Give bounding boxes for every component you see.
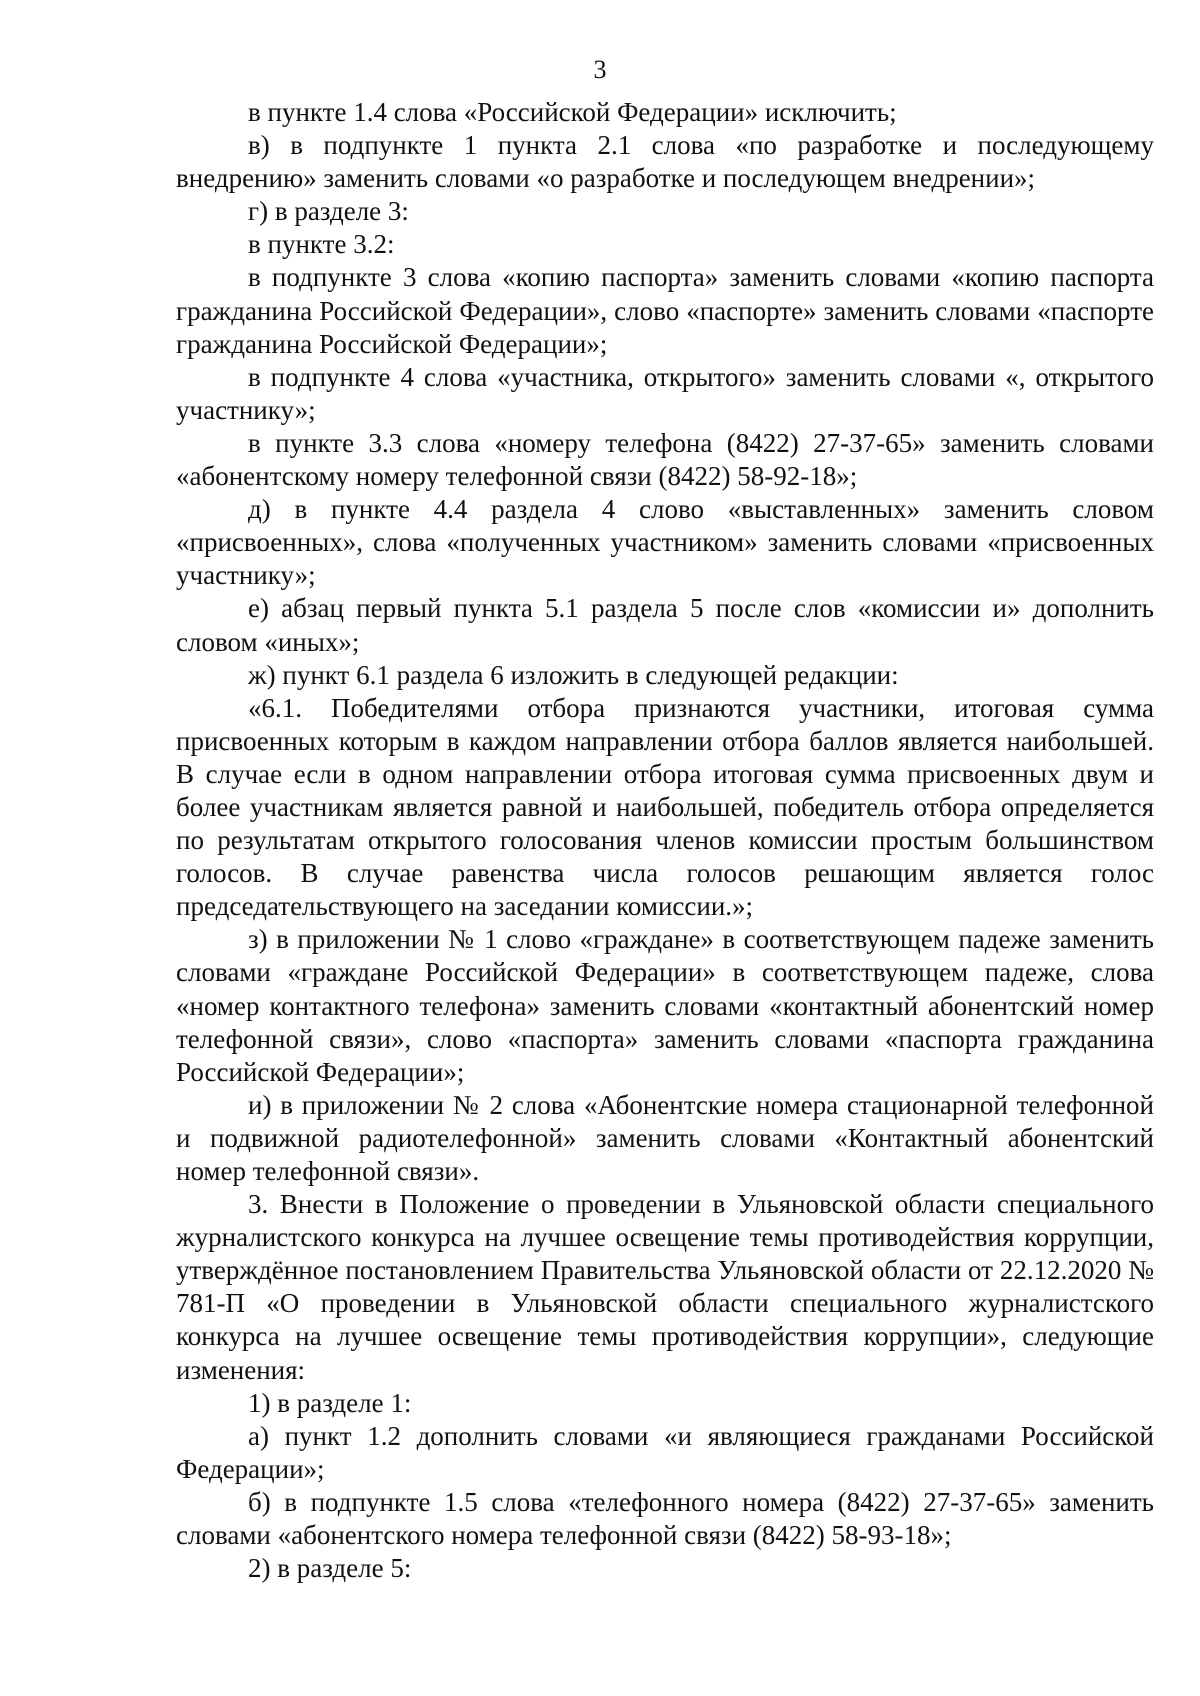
paragraph: 3. Внести в Положение о проведении в Ульяновской области специального журналистского конкурса на лучшее освещение темы противодействия коррупции, утверждённое постановлением Правительства Ульяновской области от 22.12.2020 № 781-П «О проведении в Ульяновской области специального журналистского конкурса на лучшее освещение темы противодействия коррупции», следующие изменения: [176, 1189, 1154, 1385]
paragraph: в пункте 3.2: [248, 229, 395, 260]
paragraph: и) в приложении № 2 слова «Абонентские номера стационарной телефонной и подвижной радиотелефонной» заменить словами «Контактный абонентский номер телефонной связи». [176, 1089, 1154, 1186]
paragraph: в пункте 1.4 слова «Российской Федерации» исключить; [248, 97, 897, 127]
paragraph: г) в разделе 3: [248, 196, 409, 227]
paragraph: в пункте 3.3 слова «номеру телефона (8422) 27-37-65» заменить словами «абонентскому номеру телефонной связи (8422) 58-92-18»; [176, 427, 1154, 492]
paragraph: «6.1. Победителями отбора признаются участники, итоговая сумма присвоенных которым в каждом направлении отбора баллов является наибольшей. В случае если в одном направлении отбора итоговая сумма присвоенных двум и более участникам является равной и наибольшей, победитель отбора определяется по результатам открытого голосования членов комиссии простым большинством голосов. В случае равенства числа голосов решающим является голос председательствующего на заседании комиссии.»; [176, 692, 1154, 922]
paragraph: в подпункте 3 слова «копию паспорта» заменить словами «копию паспорта гражданина Российской Федерации», слово «паспорте» заменить словами «паспорте гражданина Российской Федерации»; [176, 262, 1154, 359]
page-number: 3 [593, 55, 607, 84]
paragraph: д) в пункте 4.4 раздела 4 слово «выставленных» заменить словом «присвоенных», слова «полученных участником» заменить словами «присвоенных участнику»; [176, 494, 1154, 591]
paragraph: а) пункт 1.2 дополнить словами «и являющиеся гражданами Российской Федерации»; [176, 1420, 1154, 1484]
paragraph: з) в приложении № 1 слово «граждане» в соответствующем падеже заменить словами «граждане Российской Федерации» в соответствующем падеже, слова «номер контактного телефона» заменить словами «контактный абонентский номер телефонной связи», слово «паспорта» заменить словами «паспорта гражданина Российской Федерации»; [176, 924, 1154, 1087]
paragraph: е) абзац первый пункта 5.1 раздела 5 после слов «комиссии и» дополнить словом «иных»; [176, 593, 1154, 657]
paragraph: в) в подпункте 1 пункта 2.1 слова «по разработке и последующему внедрению» заменить словами «о разработке и последующем внедрении»; [176, 130, 1154, 194]
document-body [176, 96, 1154, 1585]
paragraph: 2) в разделе 5: [248, 1553, 412, 1584]
paragraph: ж) пункт 6.1 раздела 6 изложить в следующей редакции: [248, 659, 899, 690]
paragraph: б) в подпункте 1.5 слова «телефонного номера (8422) 27-37-65» заменить словами «абонентского номера телефонной связи (8422) 58-93-18»; [176, 1486, 1154, 1551]
paragraph: 1) в разделе 1: [248, 1387, 412, 1418]
paragraph: в подпункте 4 слова «участника, открытого» заменить словами «, открытого участнику»; [176, 361, 1154, 425]
